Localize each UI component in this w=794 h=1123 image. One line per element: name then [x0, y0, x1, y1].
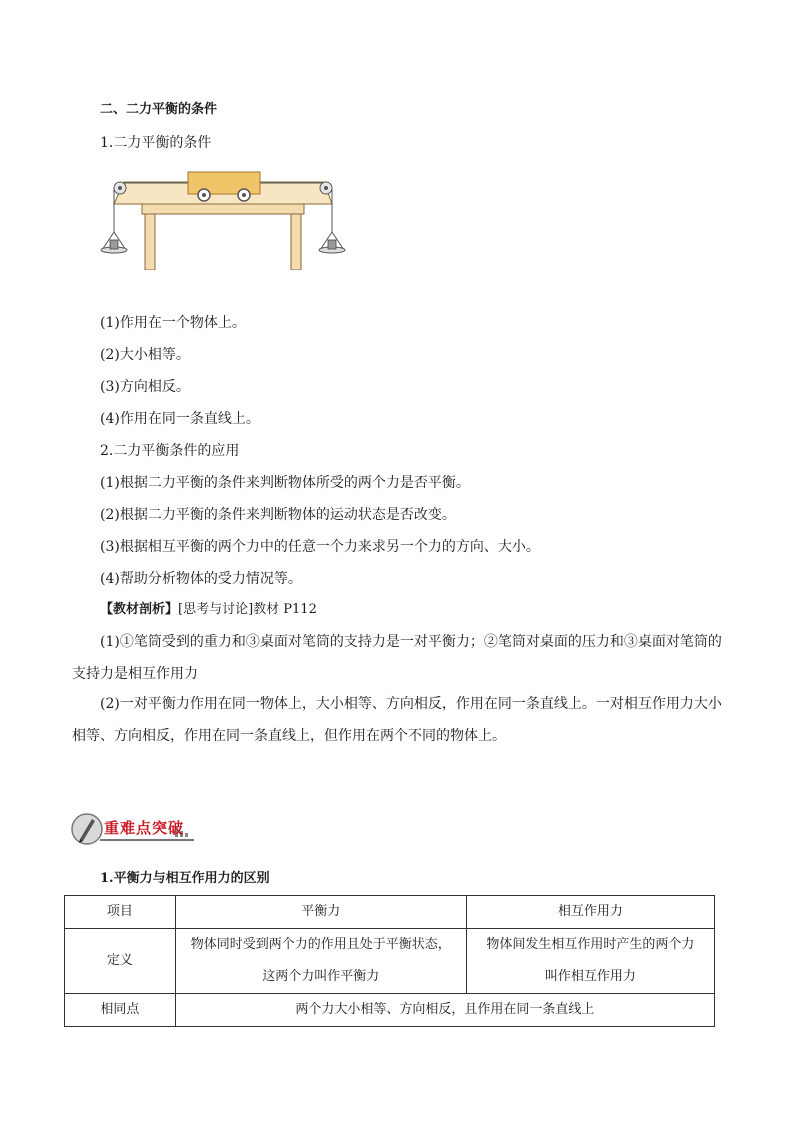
- application-item: (1)根据二力平衡的条件来判断物体所受的两个力是否平衡。: [100, 475, 470, 491]
- subsection-1-title: 1.二力平衡的条件: [100, 135, 212, 151]
- table-row-similarity: [65, 994, 715, 1027]
- textbook-reference: [思考与讨论]教材 P112: [178, 602, 317, 617]
- condition-item: (2)大小相等。: [100, 347, 190, 363]
- definition-balance-force: [175, 929, 466, 994]
- condition-item: (1)作用在一个物体上。: [100, 315, 246, 331]
- definition-balance-line-2: 这两个力叫作平衡力: [262, 969, 380, 984]
- textbook-tag: 【教材剖析】: [100, 602, 179, 617]
- definition-balance-line-1: 物体同时受到两个力的作用且处于平衡状态，: [190, 937, 451, 952]
- condition-item: (3)方向相反。: [100, 379, 190, 395]
- definition-interaction-force: [466, 929, 714, 994]
- header-balance-force: 平衡力: [175, 896, 466, 929]
- table-apron: [142, 204, 304, 214]
- comparison-title: 1.平衡力与相互作用力的区别: [100, 871, 270, 886]
- definition-interaction-line-2: 叫作相互作用力: [544, 969, 636, 984]
- application-item: (3)根据相互平衡的两个力中的任意一个力来求另一个力的方向、大小。: [100, 539, 540, 555]
- table-leg-right: [291, 214, 301, 270]
- application-item: (2)根据二力平衡的条件来判断物体的运动状态是否改变。: [100, 507, 456, 523]
- subsection-2-title: 2.二力平衡条件的应用: [100, 443, 240, 459]
- table-row-definition: [65, 929, 715, 994]
- textbook-paragraph-1: (1)①笔筒受到的重力和③桌面对笔筒的支持力是一对平衡力；②笔筒对桌面的压力和③桌面对笔筒的支持力是相互作用力: [72, 634, 722, 682]
- balance-apparatus-illustration: [98, 170, 348, 270]
- definition-interaction-line-1: 物体间发生相互作用时产生的两个力: [486, 937, 695, 952]
- application-item: (4)帮助分析物体的受力情况等。: [100, 571, 302, 587]
- row-label-definition: 定义: [65, 929, 176, 994]
- table-leg-left: [145, 214, 155, 270]
- table-header-row: [65, 896, 715, 929]
- textbook-analysis-heading: [100, 600, 317, 620]
- weight-right: [328, 240, 336, 249]
- header-item: 项目: [65, 896, 176, 929]
- section-heading: 二、二力平衡的条件: [100, 102, 218, 117]
- condition-item: (4)作用在同一条直线上。: [100, 411, 260, 427]
- comparison-table: [64, 895, 715, 1027]
- row-label-similarity: 相同点: [65, 994, 176, 1027]
- similarity-value: 两个力大小相等、方向相反，且作用在同一条直线上: [175, 994, 714, 1027]
- badge-label: 重难点突破: [104, 819, 185, 837]
- textbook-paragraph-2: (2)一对平衡力作用在同一物体上，大小相等、方向相反，作用在同一条直线上。一对相互作用力大小相等、方向相反，作用在同一条直线上，但作用在两个不同的物体上。: [72, 696, 722, 744]
- weight-left: [110, 240, 118, 249]
- header-interaction-force: 相互作用力: [466, 896, 714, 929]
